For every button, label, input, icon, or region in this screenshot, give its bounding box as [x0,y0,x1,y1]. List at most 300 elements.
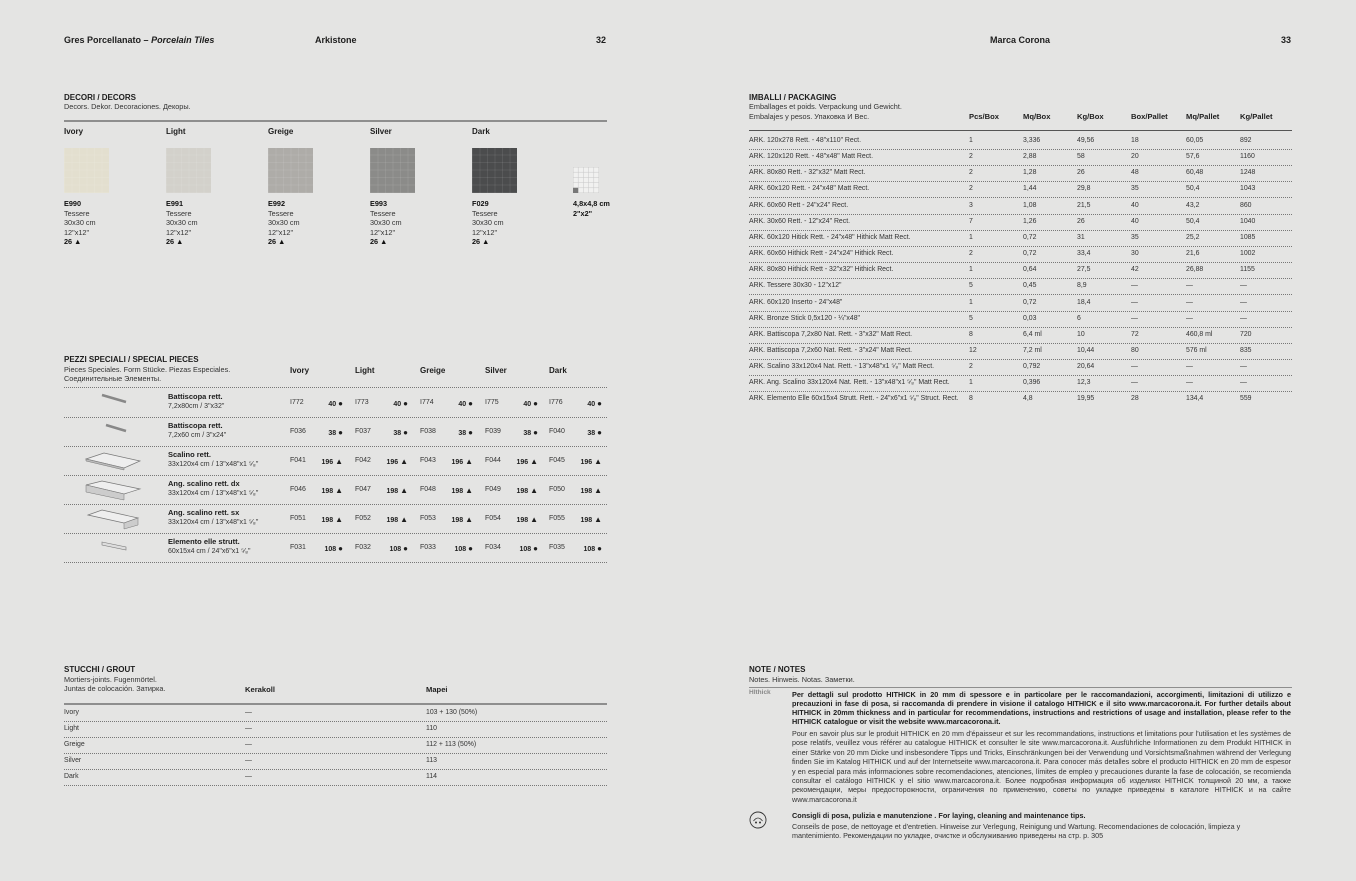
packaging-value: 18 [1131,137,1139,144]
packaging-value: 42 [1131,266,1139,274]
special-qty [381,515,408,524]
special-code: F055 [549,515,565,522]
special-piece-size: 7,2x60 cm / 3"x24" [168,432,227,439]
packaging-value: — [1131,363,1138,371]
packaging-col-header: Pcs/Box [969,112,999,121]
packaging-value: 2 [969,153,973,161]
special-qty [316,399,343,408]
decor-code: E992 [268,199,286,208]
packaging-row-divider [749,262,1292,263]
packaging-item-name: ARK. Ang. Scalino 33x120x4 Nat. Rett. - 13"x48"x1 ⁵⁄₈" Matt Rect. [749,379,950,387]
packaging-row-divider [749,359,1292,360]
special-qty-symbol: ● [468,428,473,437]
packaging-value: 72 [1131,330,1139,338]
packaging-item-name: ARK. 60x60 Hithick Rett - 24"x24" Hithick Rect. [749,250,894,258]
packaging-row-divider [749,230,1292,231]
decor-col-silver: Silver [370,127,392,136]
packaging-value: 35 [1131,185,1139,193]
packaging-value: 49,56 [1077,137,1095,144]
special-qty-value: 196 [386,459,399,466]
packaging-row-divider [749,181,1292,182]
packaging-item-name: ARK. 80x80 Hithick Rett - 32"x32" Hithick Rect. [749,266,894,274]
packaging-value: 860 [1240,201,1252,209]
packaging-value: — [1240,298,1247,306]
special-qty-value: 108 [389,546,402,553]
special-qty [446,399,473,408]
packaging-value: 8 [969,330,973,338]
decor-code: F029 [472,199,489,208]
packaging-col-header: Kg/Pallet [1240,112,1273,121]
packaging-row-divider [749,391,1292,392]
packaging-value: 58 [1077,153,1085,161]
special-code: F044 [485,457,501,464]
packaging-item-name: ARK. 80x80 Rett. - 32"x32" Matt Rect. [749,169,866,177]
packaging-value: 4,8 [1023,395,1033,403]
special-code: F043 [420,457,436,464]
packaging-value: 3 [969,201,973,209]
special-qty [575,544,602,553]
special-code: F032 [355,544,371,551]
decor-col-ivory: Ivory [64,127,84,136]
special-row-divider [64,504,607,505]
special-code: F036 [290,428,306,435]
grout-mapei: 112 + 113 (50%) [426,741,477,748]
packaging-value: 19,95 [1077,395,1095,403]
special-qty-value: 196 [580,459,593,466]
grout-color: Ivory [64,709,79,716]
special-qty-symbol: ● [597,428,602,437]
packaging-value: — [1131,314,1138,322]
packaging-value: 80 [1131,346,1139,354]
special-qty-value: 198 [516,517,529,524]
packaging-title: IMBALLI / PACKAGING [749,93,837,102]
grout-row-divider [64,785,607,786]
special-code: F033 [420,544,436,551]
special-qty-value: 198 [516,488,529,495]
decor-size: 30x30 cm [64,218,96,228]
special-qty [381,428,408,437]
packaging-divider [749,130,1292,131]
special-col-silver: Silver [485,366,507,375]
packaging-value: 559 [1240,395,1252,403]
special-qty-symbol: ▲ [400,457,408,466]
special-qty-symbol: ▲ [465,515,473,524]
packaging-value: 2 [969,169,973,177]
decor-inch: 12"x12" [166,227,192,237]
packaging-value: 10,44 [1077,346,1095,354]
special-qty [381,544,408,553]
packaging-col-header: Mq/Box [1023,112,1051,121]
packaging-item-name: ARK. Tessere 30x30 - 12"x12" [749,282,842,290]
decor-swatch-dark [472,148,517,193]
decor-swatch-greige [268,148,313,193]
special-col-light: Light [355,366,375,375]
special-code: F048 [420,486,436,493]
packaging-row-divider [749,149,1292,150]
packaging-row-divider [749,294,1292,295]
grout-mapei: 114 [426,773,437,780]
packaging-value: 2 [969,185,973,193]
special-qty-symbol: ▲ [465,486,473,495]
maintenance-icon [749,811,767,829]
decor-size: 30x30 cm [166,218,198,228]
grout-row-divider [64,737,607,738]
special-qty [446,515,473,524]
packaging-value: 1,44 [1023,185,1037,193]
special-qty-value: 40 [523,401,532,408]
packaging-value: 1,28 [1023,169,1037,177]
header-left-title [64,35,214,45]
packaging-value: 0,45 [1023,282,1037,290]
special-qty-value: 196 [451,459,464,466]
packaging-value: — [1240,379,1247,387]
packaging-value: 2,88 [1023,153,1037,161]
decor-col-light: Light [166,127,186,136]
packaging-item-name: ARK. Scalino 33x120x4 Nat. Rett. - 13"x48"x1 ⁵⁄₈" Matt Rect. [749,363,935,371]
packaging-value: 35 [1131,233,1139,241]
special-qty-value: 198 [451,517,464,524]
packaging-value: 2 [969,363,973,371]
packaging-value: 134,4 [1186,395,1204,403]
special-qty-symbol: ● [338,428,343,437]
header-brand: Marca Corona [990,35,1051,45]
special-code: F040 [549,428,565,435]
special-code: F054 [485,515,501,522]
decor-name: Tessere [268,208,294,218]
packaging-value: 27,5 [1077,266,1091,274]
packaging-value: 40 [1131,201,1139,209]
packaging-value: 31 [1077,233,1085,241]
grout-color: Dark [64,773,79,780]
special-piece-name: Elemento elle strutt. [168,537,240,546]
packaging-value: 50,4 [1186,185,1200,193]
special-qty-symbol: ● [468,544,473,553]
decors-divider [64,120,607,122]
packaging-item-name: ARK. 120x278 Rett. - 48"x110" Rect. [749,137,862,144]
special-qty [575,515,602,524]
special-code: F052 [355,515,371,522]
special-qty-value: 38 [587,430,596,437]
packaging-value: 26,88 [1186,266,1204,274]
decor-name: Tessere [472,208,498,218]
grout-color: Greige [64,741,85,748]
packaging-value: 1 [969,298,973,306]
packaging-value: 7,2 ml [1023,346,1042,354]
packaging-value: 1248 [1240,169,1256,177]
special-code: I774 [420,399,434,406]
special-qty-symbol: ● [597,544,602,553]
packaging-row-divider [749,343,1292,344]
packaging-value: 1040 [1240,217,1256,225]
special-qty-symbol: ▲ [594,515,602,524]
special-code: F045 [549,457,565,464]
special-qty [316,515,343,524]
notes-divider [749,687,1292,688]
packaging-value: 6 [1077,314,1081,322]
special-title: PEZZI SPECIALI / SPECIAL PIECES [64,355,199,364]
special-piece-size: 60x15x4 cm / 24"x6"x1 ⁵⁄₈" [168,548,251,555]
special-code: I775 [485,399,499,406]
special-qty-symbol: ▲ [465,457,473,466]
special-qty-value: 198 [580,488,593,495]
packaging-value: 0,72 [1023,250,1037,258]
packaging-value: 1 [969,266,973,274]
packaging-row-divider [749,197,1292,198]
special-code: F037 [355,428,371,435]
decor-code: E993 [370,199,388,208]
packaging-value: 21,6 [1186,250,1200,258]
page-number-right: 33 [1281,35,1292,45]
notes-sub: Notes. Hinweis. Notas. Заметки. [749,675,855,684]
packaging-row-divider [749,214,1292,215]
special-qty [575,486,602,495]
packaging-item-name: ARK. 60x60 Rett - 24"x24" Rect. [749,201,849,209]
special-code: F042 [355,457,371,464]
decor-caption [268,199,300,247]
special-qty-symbol: ▲ [594,486,602,495]
packaging-row-divider [749,246,1292,247]
packaging-item-name: ARK. Battiscopa 7,2x60 Nat. Rett. - 3"x24" Matt Rect. [749,346,913,354]
special-qty-symbol: ▲ [400,486,408,495]
packaging-value: — [1186,298,1193,306]
special-qty [446,486,473,495]
special-qty-symbol: ● [533,399,538,408]
packaging-value: 40 [1131,217,1139,225]
packaging-value: 8,9 [1077,282,1087,290]
special-qty-value: 40 [393,401,402,408]
packaging-value: 50,4 [1186,217,1200,225]
decor-count: 26 ▲ [472,237,490,247]
header-series: Arkistone [315,35,357,45]
decor-code: E990 [64,199,82,208]
packaging-item-name: ARK. Battiscopa 7,2x80 Nat. Rett. - 3"x32" Matt Rect. [749,330,913,338]
special-qty-value: 108 [583,546,596,553]
packaging-value: 1002 [1240,250,1256,258]
decor-name: Tessere [370,208,396,218]
special-qty-symbol: ▲ [335,486,343,495]
grout-kerakoll: — [245,709,252,716]
packaging-value: 0,72 [1023,233,1037,241]
packaging-item-name: ARK. Bronze Stick 0,5x120 - ¼"x48" [749,314,860,322]
special-qty-value: 108 [454,546,467,553]
special-qty [575,399,602,408]
packaging-col-header: Mq/Pallet [1186,112,1220,121]
special-qty-symbol: ● [468,399,473,408]
special-qty-symbol: ● [403,544,408,553]
packaging-value: 1,08 [1023,201,1037,209]
packaging-value: 892 [1240,137,1252,144]
decor-name: Tessere [166,208,192,218]
notes-title: NOTE / NOTES [749,665,806,674]
packaging-value: 57,6 [1186,153,1200,161]
packaging-value: 7 [969,217,973,225]
packaging-value: 20 [1131,153,1139,161]
grout-mapei: 103 + 130 (50%) [426,709,478,716]
packaging-value: 6,4 ml [1023,330,1042,338]
decors-title: DECORI / DECORS [64,93,137,102]
packaging-value: 576 ml [1186,346,1207,354]
special-qty-symbol: ● [533,544,538,553]
decor-size: 30x30 cm [370,218,402,228]
special-qty [575,457,602,466]
decor-inch: 12"x12" [472,227,498,237]
grout-col-mapei: Mapei [426,685,448,694]
packaging-row-divider [749,278,1292,279]
grout-kerakoll: — [245,725,252,732]
grout-kerakoll: — [245,757,252,764]
grout-row-divider [64,721,607,722]
grout-mapei: 113 [426,757,437,764]
decors-subtitle: Decors. Dekor. Decoraciones. Декоры. [64,102,191,111]
mosaic-grid-icon [573,167,599,193]
special-code: F049 [485,486,501,493]
packaging-value: 26 [1077,217,1085,225]
special-code: I773 [355,399,369,406]
packaging-value: — [1186,379,1193,387]
special-qty-symbol: ● [403,428,408,437]
special-sub2: Соединительные Элементы. [64,374,162,383]
special-piece-icon [80,507,140,531]
packaging-value: 12,3 [1077,379,1091,387]
special-piece-icon [100,536,130,560]
decor-count: 26 ▲ [166,237,184,247]
packaging-value: 1160 [1240,153,1255,161]
packaging-value: — [1186,314,1193,322]
page-number-left: 32 [596,35,607,45]
grout-sub1: Mortiers-joints. Fugenmörtel. [64,675,157,684]
packaging-value: 0,396 [1023,379,1041,387]
packaging-item-name: ARK. 60x120 Rett. - 24"x48" Matt Rect. [749,185,870,193]
decor-caption [166,199,198,247]
packaging-value: — [1131,379,1138,387]
special-row-divider [64,562,607,563]
decor-size: 30x30 cm [472,218,504,228]
packaging-value: 0,03 [1023,314,1037,322]
packaging-value: 835 [1240,346,1252,354]
special-code: F050 [549,486,565,493]
packaging-value: — [1240,282,1247,290]
special-code: F041 [290,457,306,464]
special-qty [511,486,538,495]
decor-count: 26 ▲ [370,237,388,247]
special-qty-value: 38 [393,430,402,437]
grout-row-divider [64,769,607,770]
packaging-value: 460,8 ml [1186,330,1213,338]
packaging-value: 20,64 [1077,363,1095,371]
tips-title: Consigli di posa, pulizia e manutenzione . For laying, cleaning and maintenance tips. [792,811,1086,820]
packaging-value: 0,72 [1023,298,1037,306]
special-qty-value: 108 [519,546,532,553]
packaging-item-name: ARK. 30x60 Rett. - 12"x24" Rect. [749,217,851,225]
special-piece-name: Ang. scalino rett. sx [168,508,240,517]
packaging-value: 5 [969,282,973,290]
special-qty [446,428,473,437]
packaging-value: 1 [969,137,973,144]
packaging-value: 3,336 [1023,137,1041,144]
special-qty-value: 38 [328,430,337,437]
special-qty-symbol: ● [338,544,343,553]
special-qty [316,457,343,466]
special-qty [316,544,343,553]
special-qty-value: 196 [516,459,529,466]
tips-text: Conseils de pose, de nettoyage et d'entretien. Hinweise zur Verlegung, Reinigung und Wartung. Recomendaciones de colocación, limpieza y mantenimiento. Рекомендации по укладке, очистке и обслуживанию приведены на стр. p. 305 [792,822,1241,841]
packaging-row-divider [749,327,1292,328]
packaging-value: 21,5 [1077,201,1091,209]
packaging-value: 26 [1077,169,1085,177]
packaging-value: 1,26 [1023,217,1037,225]
packaging-value: 8 [969,395,973,403]
special-qty [511,515,538,524]
special-qty [511,544,538,553]
packaging-value: 43,2 [1186,201,1200,209]
special-qty-value: 40 [458,401,467,408]
special-qty [381,399,408,408]
packaging-value: — [1240,363,1247,371]
special-qty [446,457,473,466]
decor-col-dark: Dark [472,127,490,136]
mosaic-swatch [573,167,599,193]
grout-color: Silver [64,757,82,764]
hithick-logo: HIthick [749,689,771,696]
special-piece-icon [102,420,130,444]
special-qty-value: 196 [321,459,334,466]
decor-col-greige: Greige [268,127,294,136]
packaging-value: 28 [1131,395,1139,403]
special-qty [446,544,473,553]
special-qty-symbol: ▲ [400,515,408,524]
decor-count: 26 ▲ [268,237,286,247]
decor-inch: 12"x12" [370,227,396,237]
special-qty-value: 198 [451,488,464,495]
packaging-value: 60,05 [1186,137,1204,144]
packaging-value: — [1131,298,1138,306]
special-code: I776 [549,399,563,406]
special-row-divider [64,533,607,534]
special-qty-symbol: ● [597,399,602,408]
special-qty-symbol: ▲ [335,515,343,524]
grout-divider [64,703,607,705]
packaging-value: 1 [969,233,973,241]
special-qty-symbol: ● [338,399,343,408]
decor-swatch-ivory [64,148,109,193]
special-qty-symbol: ▲ [594,457,602,466]
special-piece-name: Battiscopa rett. [168,392,223,401]
special-code: F031 [290,544,306,551]
special-code: F038 [420,428,436,435]
packaging-value: 0,792 [1023,363,1041,371]
special-code: F035 [549,544,565,551]
notes-bold-text: Per dettagli sul prodotto HITHICK in 20 mm di spessore e in particolare per le raccomandazioni, accorgimenti, limitazioni di utilizzo e precauzioni in fase di posa, si raccomanda di prendere in visione il catalogo HITHICK e il sito www.marcacorona.it. For further details about HITHICK in 20mm thickness and in particular for recommendations, instructions and restrictions of usage and installation, please refer to the HITHICK catalogue or visit the website www.marcacorona.it. [792,690,1291,726]
packaging-value: 10 [1077,330,1085,338]
special-piece-size: 33x120x4 cm / 13"x48"x1 ⁵⁄₈" [168,519,259,526]
packaging-value: — [1240,314,1247,322]
special-qty [381,486,408,495]
special-qty-value: 198 [580,517,593,524]
mosaic-inch: 2"x2" [573,208,593,218]
special-piece-size: 7,2x80cm / 3"x32" [168,403,225,410]
special-code: F053 [420,515,436,522]
special-code: F034 [485,544,501,551]
packaging-value: 48 [1131,169,1139,177]
decor-name: Tessere [64,208,90,218]
special-piece-name: Ang. scalino rett. dx [168,479,240,488]
special-qty [511,399,538,408]
decor-swatch-silver [370,148,415,193]
packaging-value: 60,48 [1186,169,1204,177]
mosaic-caption [573,199,610,218]
special-piece-name: Battiscopa rett. [168,421,223,430]
packaging-item-name: ARK. 60x120 Inserto - 24"x48" [749,298,843,306]
